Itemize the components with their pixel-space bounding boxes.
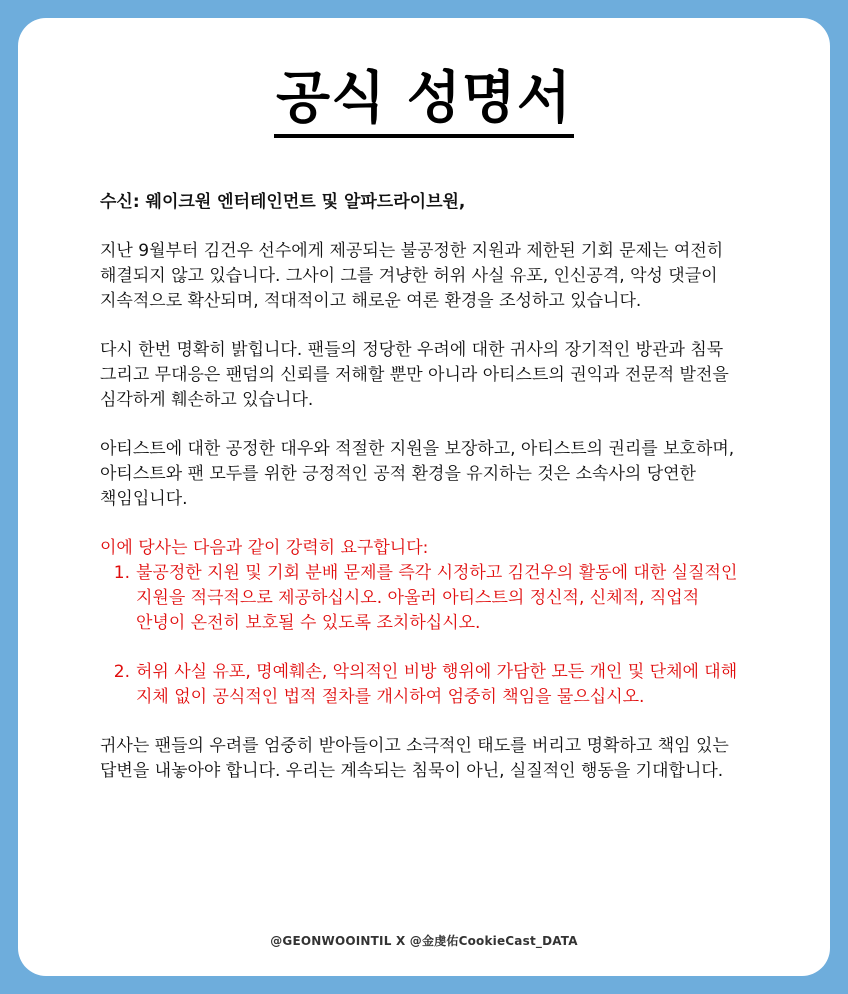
demand-text: 불공정한 지원 및 기회 분배 문제를 즉각 시정하고 김건우의 활동에 대한 실질적인 지원을 적극적으로 제공하십시오. 아울러 아티스트의 정신적, 신체적, 직업적 안녕이 온전히 보호될 수 있도록 조치하십시오. — [136, 563, 738, 633]
statement-card — [18, 18, 830, 976]
page-title: 공식 성명서 — [274, 68, 574, 138]
closing-paragraph: 귀사는 팬들의 우려를 엄중히 받아들이고 소극적인 태도를 버리고 명확하고 책임 있는 답변을 내놓아야 합니다. 우리는 계속되는 침묵이 아닌, 실질적인 행동을 기대합니다. — [100, 736, 729, 781]
footer-credit: @GEONWOOINTIL X @金虔佑CookieCast_DATA — [270, 934, 578, 948]
paragraph-3: 아티스트에 대한 공정한 대우와 적절한 지원을 보장하고, 아티스트의 권리를 보호하며, 아티스트와 팬 모두를 위한 긍정적인 공적 환경을 유지하는 것은 소속사의 당연한 책임입니다. — [100, 439, 735, 509]
page-title-wrap — [18, 68, 830, 138]
demands-intro: 이에 당사는 다음과 같이 강력히 요구합니다: — [100, 538, 429, 558]
demand-number: 1. — [113, 563, 130, 583]
recipient-line: 수신: 웨이크원 엔터테인먼트 및 알파드라이브원, — [100, 192, 466, 212]
demand-number: 2. — [113, 662, 130, 682]
demand-text: 허위 사실 유포, 명예훼손, 악의적인 비방 행위에 가담한 모든 개인 및 단체에 대해 지체 없이 공식적인 법적 절차를 개시하여 엄중히 책임을 물으십시오. — [136, 662, 738, 707]
paragraph-1: 지난 9월부터 김건우 선수에게 제공되는 불공정한 지원과 제한된 기회 문제는 여전히 해결되지 않고 있습니다. 그사이 그를 겨냥한 허위 사실 유포, 인신공격, 악성 댓글이 지속적으로 확산되며, 적대적이고 해로운 여론 환경을 조성하고 있습니다. — [100, 241, 724, 311]
paragraph-2: 다시 한번 명확히 밝힙니다. 팬들의 정당한 우려에 대한 귀사의 장기적인 방관과 침묵 그리고 무대응은 팬덤의 신뢰를 저해할 뿐만 아니라 아티스트의 권익과 전문적 발전을 심각하게 훼손하고 있습니다. — [100, 340, 729, 410]
demand-item-2 — [100, 660, 752, 710]
demand-item-1 — [100, 561, 752, 636]
statement-body — [100, 190, 752, 808]
